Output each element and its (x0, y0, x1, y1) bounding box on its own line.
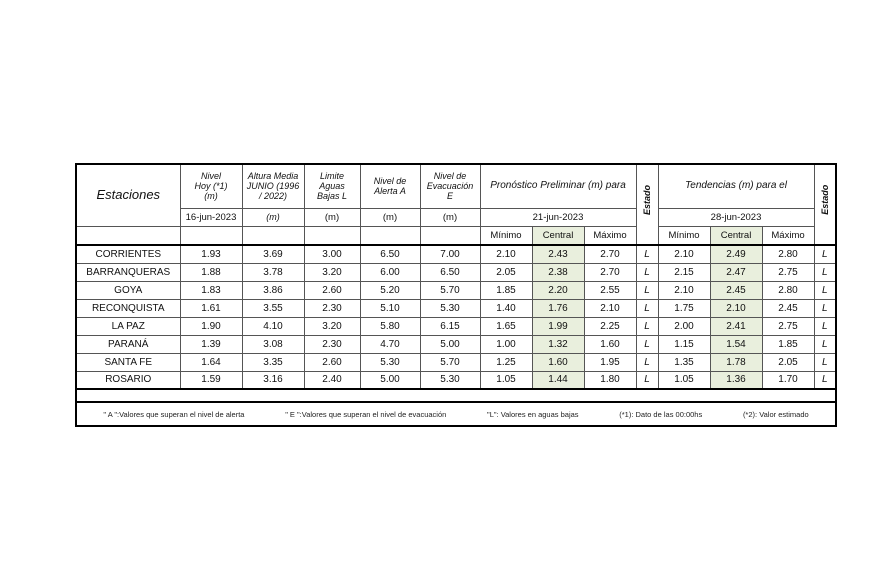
cell-tendencia-maximo: 1.85 (762, 335, 814, 353)
cell-pronostico-central: 2.43 (532, 245, 584, 263)
cell-nivel-alerta: 5.10 (360, 299, 420, 317)
station-name: ROSARIO (76, 371, 180, 389)
cell-tendencia-central: 2.10 (710, 299, 762, 317)
cell-altura-media: 3.69 (242, 245, 304, 263)
cell-nivel-evacuacion: 5.00 (420, 335, 480, 353)
cell-pronostico-central: 2.20 (532, 281, 584, 299)
cell-pronostico-maximo: 2.70 (584, 245, 636, 263)
cell-pronostico-minimo: 1.65 (480, 317, 532, 335)
cell-pronostico-maximo: 1.60 (584, 335, 636, 353)
evac-line1: Nivel de (433, 171, 467, 182)
cell-nivel-evacuacion: 5.30 (420, 371, 480, 389)
cell-tendencia-minimo: 2.10 (658, 245, 710, 263)
cell-pronostico-maximo: 2.10 (584, 299, 636, 317)
cell-tendencia-minimo: 2.15 (658, 263, 710, 281)
cell-nivel-hoy: 1.93 (180, 245, 242, 263)
cell-pronostico-central: 1.44 (532, 371, 584, 389)
cell-estado-tendencia: L (814, 335, 836, 353)
subheader-tendencias-minimo: Mínimo (658, 226, 710, 245)
station-name: CORRIENTES (76, 245, 180, 263)
cell-estado-tendencia: L (814, 353, 836, 371)
cell-pronostico-maximo: 2.55 (584, 281, 636, 299)
cell-nivel-hoy: 1.90 (180, 317, 242, 335)
cell-nivel-evacuacion: 7.00 (420, 245, 480, 263)
cell-tendencia-maximo: 2.05 (762, 353, 814, 371)
cell-estado-tendencia: L (814, 263, 836, 281)
cell-limite-aguas-bajas: 3.00 (304, 245, 360, 263)
limite-line1: Limite (319, 171, 344, 182)
table-row (76, 281, 836, 299)
subheader-unit-alerta: (m) (360, 208, 420, 226)
footnote-item: "L": Valores en aguas bajas (487, 409, 579, 419)
subheader-unit-limite: (m) (304, 208, 360, 226)
estado-label-2: Estado (819, 184, 830, 215)
cell-tendencia-central: 2.45 (710, 281, 762, 299)
cell-pronostico-minimo: 1.00 (480, 335, 532, 353)
footnote-cell (76, 402, 836, 426)
cell-limite-aguas-bajas: 3.20 (304, 317, 360, 335)
blank-cell-estaciones (76, 226, 180, 245)
footnote-item: (*1): Dato de las 00:00hs (619, 409, 703, 419)
subheader-date-hoy: 16-jun-2023 (180, 208, 242, 226)
cell-altura-media: 3.86 (242, 281, 304, 299)
limite-line2: Aguas (319, 181, 345, 192)
cell-tendencia-maximo: 1.70 (762, 371, 814, 389)
cell-pronostico-minimo: 1.05 (480, 371, 532, 389)
blank-cell-altura (242, 226, 304, 245)
column-header-nivel-evacuacion (420, 164, 480, 208)
cell-nivel-hoy: 1.61 (180, 299, 242, 317)
cell-tendencia-minimo: 1.75 (658, 299, 710, 317)
footnote-item: " E ":Valores que superan el nivel de evacuación (285, 409, 447, 419)
cell-nivel-evacuacion: 6.50 (420, 263, 480, 281)
subheader-date-tendencias: 28-jun-2023 (658, 208, 814, 226)
subheader-pronostico-minimo: Mínimo (480, 226, 532, 245)
cell-pronostico-minimo: 2.05 (480, 263, 532, 281)
cell-estado-tendencia: L (814, 371, 836, 389)
cell-limite-aguas-bajas: 2.30 (304, 335, 360, 353)
cell-estado-pronostico: L (636, 353, 658, 371)
evac-line3: E (446, 191, 453, 202)
subheader-unit-evacuacion: (m) (420, 208, 480, 226)
station-name: BARRANQUERAS (76, 263, 180, 281)
cell-tendencia-minimo: 1.15 (658, 335, 710, 353)
column-header-estado-pronostico (636, 164, 658, 245)
cell-limite-aguas-bajas: 2.30 (304, 299, 360, 317)
cell-nivel-hoy: 1.83 (180, 281, 242, 299)
column-header-altura-media (242, 164, 304, 208)
cell-tendencia-maximo: 2.75 (762, 317, 814, 335)
table-row (76, 335, 836, 353)
cell-estado-pronostico: L (636, 299, 658, 317)
cell-tendencia-central: 1.54 (710, 335, 762, 353)
cell-pronostico-maximo: 1.95 (584, 353, 636, 371)
subheader-date-pronostico: 21-jun-2023 (480, 208, 636, 226)
station-name: RECONQUISTA (76, 299, 180, 317)
blank-cell-limite (304, 226, 360, 245)
cell-nivel-alerta: 6.00 (360, 263, 420, 281)
cell-nivel-hoy: 1.59 (180, 371, 242, 389)
cell-tendencia-minimo: 1.35 (658, 353, 710, 371)
subheader-pronostico-maximo: Máximo (584, 226, 636, 245)
cell-nivel-alerta: 5.00 (360, 371, 420, 389)
subheader-pronostico-central: Central (532, 226, 584, 245)
cell-altura-media: 4.10 (242, 317, 304, 335)
cell-tendencia-maximo: 2.75 (762, 263, 814, 281)
subheader-unit-altura: (m) (242, 208, 304, 226)
cell-pronostico-central: 1.76 (532, 299, 584, 317)
cell-tendencia-maximo: 2.45 (762, 299, 814, 317)
cell-pronostico-central: 1.32 (532, 335, 584, 353)
hydrological-forecast-table-wrapper (75, 163, 830, 427)
table-row (76, 317, 836, 335)
table-row (76, 263, 836, 281)
cell-nivel-evacuacion: 5.30 (420, 299, 480, 317)
cell-pronostico-central: 1.99 (532, 317, 584, 335)
limite-line3: Bajas L (316, 191, 348, 202)
cell-tendencia-minimo: 2.10 (658, 281, 710, 299)
column-header-limite-aguas-bajas (304, 164, 360, 208)
cell-limite-aguas-bajas: 2.40 (304, 371, 360, 389)
cell-altura-media: 3.55 (242, 299, 304, 317)
cell-estado-tendencia: L (814, 281, 836, 299)
cell-pronostico-maximo: 1.80 (584, 371, 636, 389)
header-row-dates (76, 208, 836, 226)
cell-nivel-alerta: 5.80 (360, 317, 420, 335)
cell-tendencia-central: 2.49 (710, 245, 762, 263)
table-body (76, 245, 836, 389)
column-header-nivel-hoy (180, 164, 242, 208)
station-name: GOYA (76, 281, 180, 299)
cell-pronostico-central: 2.38 (532, 263, 584, 281)
cell-limite-aguas-bajas: 3.20 (304, 263, 360, 281)
station-name: LA PAZ (76, 317, 180, 335)
table-row (76, 299, 836, 317)
cell-tendencia-central: 1.36 (710, 371, 762, 389)
altura-media-line3: / 2022) (258, 191, 288, 202)
cell-estado-tendencia: L (814, 245, 836, 263)
station-name: SANTA FE (76, 353, 180, 371)
header-row-minmax (76, 226, 836, 245)
cell-nivel-evacuacion: 6.15 (420, 317, 480, 335)
cell-pronostico-minimo: 2.10 (480, 245, 532, 263)
cell-limite-aguas-bajas: 2.60 (304, 353, 360, 371)
column-header-nivel-alerta (360, 164, 420, 208)
cell-estado-pronostico: L (636, 371, 658, 389)
cell-tendencia-minimo: 1.05 (658, 371, 710, 389)
blank-cell-nivel-hoy (180, 226, 242, 245)
blank-cell-evacuacion (420, 226, 480, 245)
cell-nivel-alerta: 5.30 (360, 353, 420, 371)
cell-estado-tendencia: L (814, 299, 836, 317)
cell-tendencia-maximo: 2.80 (762, 245, 814, 263)
altura-media-line1: Altura Media (247, 171, 299, 182)
cell-tendencia-maximo: 2.80 (762, 281, 814, 299)
table-row (76, 353, 836, 371)
cell-estado-pronostico: L (636, 263, 658, 281)
cell-altura-media: 3.16 (242, 371, 304, 389)
estado-label-1: Estado (641, 184, 652, 215)
cell-pronostico-minimo: 1.40 (480, 299, 532, 317)
spacer-cell (76, 389, 836, 402)
footnote-text-container (77, 410, 835, 419)
footnote-row (76, 402, 836, 426)
nivel-hoy-line3: (m) (204, 191, 218, 202)
subheader-tendencias-central: Central (710, 226, 762, 245)
cell-nivel-hoy: 1.64 (180, 353, 242, 371)
column-header-pronostico-preliminar: Pronóstico Preliminar (m) para (480, 164, 636, 208)
alerta-line1: Nivel de (373, 176, 407, 187)
cell-tendencia-central: 2.41 (710, 317, 762, 335)
cell-altura-media: 3.08 (242, 335, 304, 353)
cell-nivel-evacuacion: 5.70 (420, 353, 480, 371)
table-row (76, 371, 836, 389)
cell-estado-pronostico: L (636, 335, 658, 353)
cell-estado-pronostico: L (636, 245, 658, 263)
cell-pronostico-minimo: 1.25 (480, 353, 532, 371)
cell-estado-pronostico: L (636, 281, 658, 299)
cell-nivel-alerta: 5.20 (360, 281, 420, 299)
column-header-estaciones: Estaciones (76, 164, 180, 226)
cell-estado-tendencia: L (814, 317, 836, 335)
cell-tendencia-central: 2.47 (710, 263, 762, 281)
cell-pronostico-maximo: 2.25 (584, 317, 636, 335)
station-name: PARANÁ (76, 335, 180, 353)
cell-tendencia-central: 1.78 (710, 353, 762, 371)
evac-line2: Evacuación (426, 181, 474, 192)
table-row (76, 245, 836, 263)
nivel-hoy-line1: Nivel (200, 171, 221, 182)
cell-nivel-evacuacion: 5.70 (420, 281, 480, 299)
hydrological-forecast-table (75, 163, 837, 427)
column-header-estado-tendencias (814, 164, 836, 245)
cell-pronostico-maximo: 2.70 (584, 263, 636, 281)
cell-altura-media: 3.78 (242, 263, 304, 281)
header-row-titles (76, 164, 836, 208)
cell-limite-aguas-bajas: 2.60 (304, 281, 360, 299)
cell-pronostico-central: 1.60 (532, 353, 584, 371)
footnote-item: (*2): Valor estimado (742, 409, 809, 419)
cell-nivel-alerta: 6.50 (360, 245, 420, 263)
blank-cell-alerta (360, 226, 420, 245)
cell-nivel-alerta: 4.70 (360, 335, 420, 353)
nivel-hoy-line2: Hoy (*1) (194, 181, 228, 192)
subheader-tendencias-maximo: Máximo (762, 226, 814, 245)
cell-estado-pronostico: L (636, 317, 658, 335)
column-header-tendencias: Tendencias (m) para el (658, 164, 814, 208)
cell-tendencia-minimo: 2.00 (658, 317, 710, 335)
footnote-item: " A ":Valores que superan el nivel de alerta (103, 409, 245, 419)
alerta-line2: Alerta A (374, 186, 406, 197)
spacer-row (76, 389, 836, 402)
cell-altura-media: 3.35 (242, 353, 304, 371)
cell-pronostico-minimo: 1.85 (480, 281, 532, 299)
cell-nivel-hoy: 1.39 (180, 335, 242, 353)
cell-nivel-hoy: 1.88 (180, 263, 242, 281)
altura-media-line2: JUNIO (1996 (246, 181, 300, 192)
